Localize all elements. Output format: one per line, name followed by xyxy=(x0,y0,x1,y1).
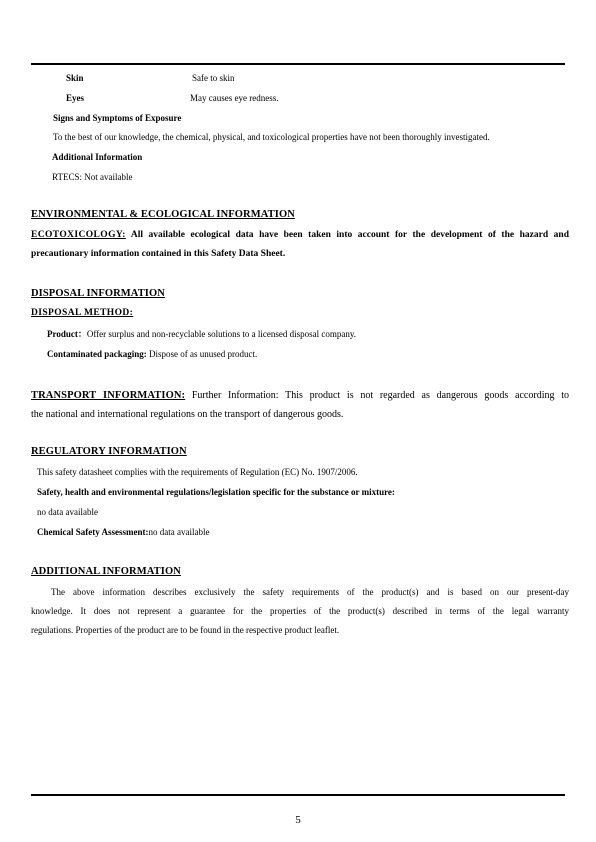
csa-label: Chemical Safety Assessment: xyxy=(37,527,149,537)
product-text: Offer surplus and non-recyclable solutions to a licensed disposal company. xyxy=(86,329,357,339)
product-line xyxy=(47,329,356,340)
csa-value: no data available xyxy=(148,527,210,537)
safety-regulations-label: Safety, health and environmental regulations/legislation specific for the substance or mixture: xyxy=(37,487,395,497)
product-label: Product： xyxy=(47,329,87,339)
page-number: 5 xyxy=(295,814,301,826)
disposal-heading: DISPOSAL INFORMATION xyxy=(31,288,165,299)
regulatory-heading: REGULATORY INFORMATION xyxy=(31,446,187,457)
eyes-value: May causes eye redness. xyxy=(190,93,279,103)
signs-heading: Signs and Symptoms of Exposure xyxy=(53,113,182,123)
skin-value: Safe to skin xyxy=(192,73,235,83)
additional-line-2: knowledge. It does not represent a guarantee for the properties of the product(s) described in terms of the legal warranty xyxy=(31,606,569,616)
csa-line xyxy=(37,527,209,538)
transport-paragraph xyxy=(31,386,569,424)
packaging-line xyxy=(47,349,257,360)
eyes-label: Eyes xyxy=(66,93,84,103)
additional-paragraph xyxy=(31,583,569,640)
rtecs-text: RTECS: Not available xyxy=(52,172,133,182)
transport-heading: TRANSPORT INFORMATION: xyxy=(31,390,186,401)
disposal-method-label: DISPOSAL METHOD: xyxy=(31,308,134,318)
additional-info-label: Additional Information xyxy=(52,152,143,162)
environmental-heading: ENVIRONMENTAL & ECOLOGICAL INFORMATION xyxy=(31,209,295,220)
packaging-text: Dispose of as unused product. xyxy=(149,349,258,359)
ecotoxicology-text-1: All available ecological data have been taken into account for the development of the hazard and xyxy=(130,230,569,240)
additional-heading: ADDITIONAL INFORMATION xyxy=(31,566,181,577)
packaging-label: Contaminated packaging: xyxy=(47,349,147,359)
footer-rule xyxy=(31,794,565,796)
skin-label: Skin xyxy=(66,73,84,83)
regulation-compliance-text: This safety datasheet complies with the requirements of Regulation (EC) No. 1907/2006. xyxy=(37,467,358,477)
ecotoxicology-line-2: precautionary information contained in this Safety Data Sheet. xyxy=(31,249,286,259)
no-data-text: no data available xyxy=(37,507,98,517)
header-rule xyxy=(31,63,565,65)
transport-text-1: Further Information: This product is not regarded as dangerous goods according to xyxy=(191,390,569,401)
signs-text: To the best of our knowledge, the chemical, physical, and toxicological properties have not been thoroughly investigated. xyxy=(53,132,490,142)
ecotoxicology-line-1 xyxy=(31,226,569,245)
ecotoxicology-label: ECOTOXICOLOGY: xyxy=(31,230,126,240)
additional-line-1: The above information describes exclusively the safety requirements of the product(s) and is based on our present-day xyxy=(51,587,569,597)
transport-line-1 xyxy=(31,386,569,405)
transport-line-2: the national and international regulations on the transport of dangerous goods. xyxy=(31,409,344,420)
ecotoxicology-paragraph xyxy=(31,226,569,264)
additional-line-3: regulations. Properties of the product are to be found in the respective product leaflet. xyxy=(31,625,340,635)
